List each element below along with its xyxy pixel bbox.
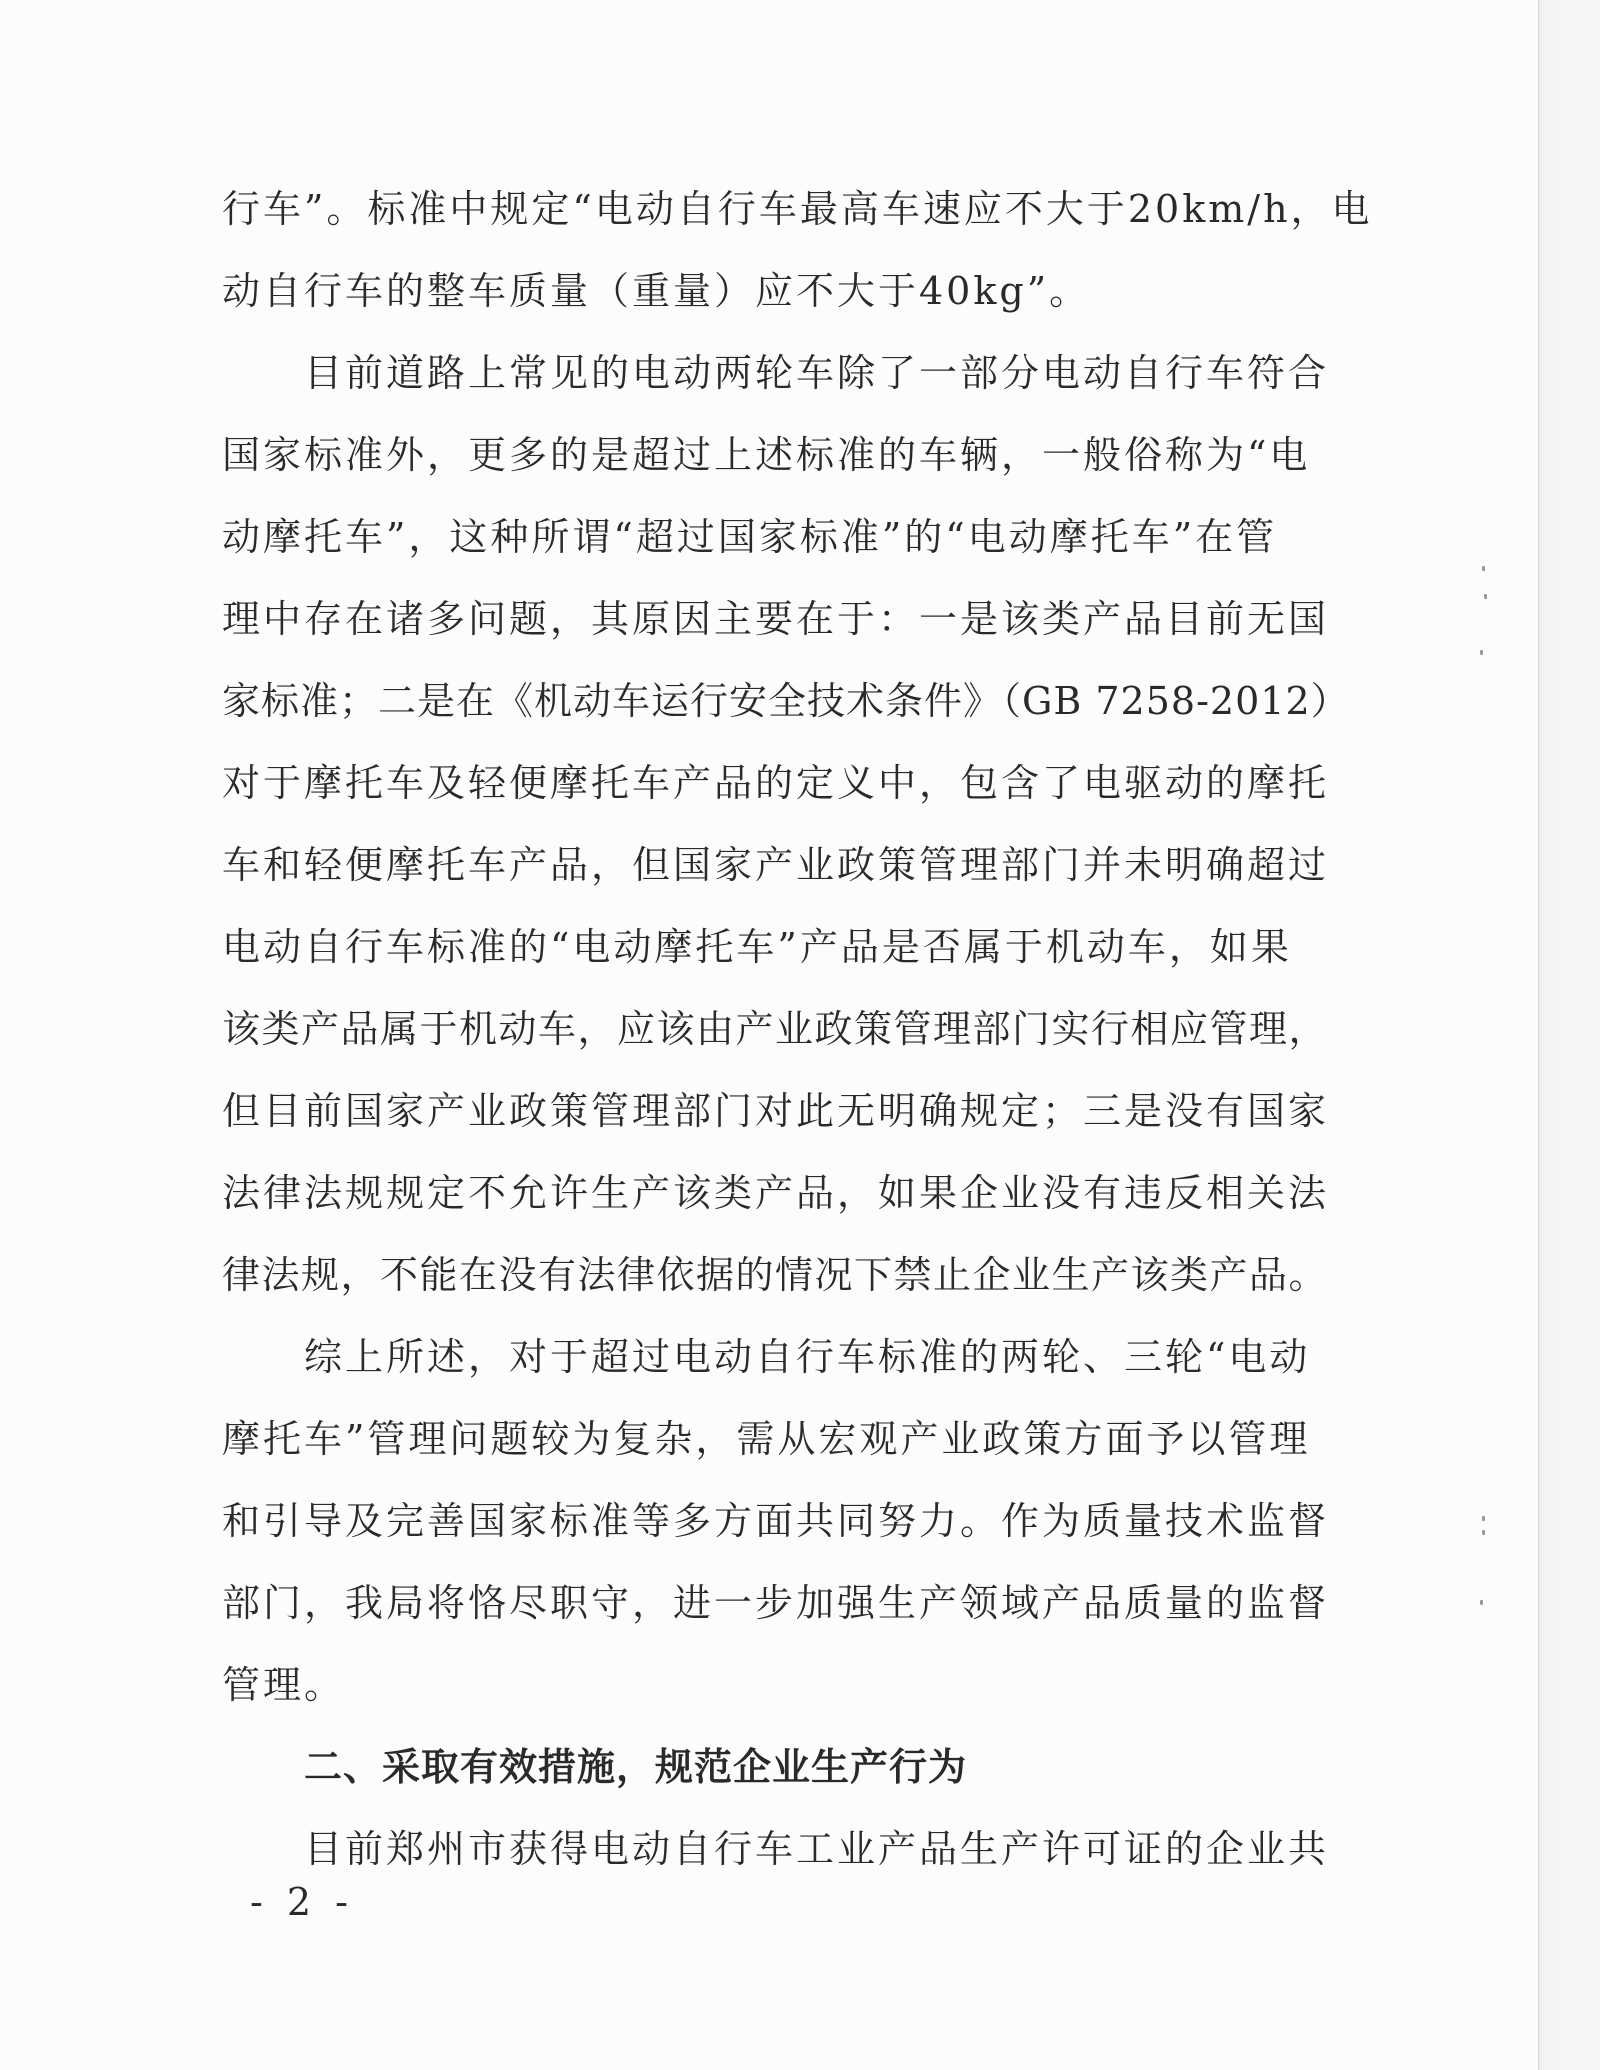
text-line: 目前道路上常见的电动两轮车除了一部分电动自行车符合 bbox=[304, 351, 1330, 395]
scan-mark bbox=[1480, 650, 1483, 655]
text-line: 电动自行车标准的“电动摩托车”产品是否属于机动车，如果 bbox=[222, 925, 1292, 969]
text-line: 国家标准外，更多的是超过上述标准的车辆，一般俗称为“电 bbox=[222, 433, 1311, 477]
text-line: 对于摩托车及轻便摩托车产品的定义中，包含了电驱动的摩托 bbox=[222, 761, 1330, 805]
text-line: 家标准；二是在《机动车运行安全技术条件》（GB 7258-2012） bbox=[222, 679, 1350, 723]
scan-mark bbox=[1482, 566, 1485, 571]
text-line: 行车”。标准中规定“电动自行车最高车速应不大于20km/h，电 bbox=[222, 187, 1373, 231]
text-line: 律法规，不能在没有法律依据的情况下禁止企业生产该类产品。 bbox=[222, 1253, 1329, 1297]
scan-mark bbox=[1482, 1530, 1485, 1535]
section-heading: 二、采取有效措施，规范企业生产行为 bbox=[304, 1745, 968, 1789]
scan-mark bbox=[1480, 1600, 1483, 1605]
text-line: 部门，我局将恪尽职守，进一步加强生产领域产品质量的监督 bbox=[222, 1581, 1330, 1625]
text-line: 目前郑州市获得电动自行车工业产品生产许可证的企业共 bbox=[304, 1827, 1330, 1871]
text-line: 法律法规规定不允许生产该类产品，如果企业没有违反相关法 bbox=[222, 1171, 1330, 1215]
text-line: 和引导及完善国家标准等多方面共同努力。作为质量技术监督 bbox=[222, 1499, 1330, 1543]
text-line: 摩托车”管理问题较为复杂，需从宏观产业政策方面予以管理 bbox=[222, 1417, 1311, 1461]
text-line: 理中存在诸多问题，其原因主要在于：一是该类产品目前无国 bbox=[222, 597, 1330, 641]
scan-mark bbox=[1482, 1516, 1485, 1521]
text-line: 动自行车的整车质量（重量）应不大于40kg”。 bbox=[222, 269, 1091, 313]
scan-mark bbox=[1484, 594, 1487, 599]
text-line: 车和轻便摩托车产品，但国家产业政策管理部门并未明确超过 bbox=[222, 843, 1330, 887]
text-line: 动摩托车”，这种所谓“超过国家标准”的“电动摩托车”在管 bbox=[222, 515, 1278, 559]
body-text bbox=[222, 168, 1373, 1890]
text-line: 管理。 bbox=[222, 1663, 346, 1707]
text-line: 但目前国家产业政策管理部门对此无明确规定；三是没有国家 bbox=[222, 1089, 1330, 1133]
scan-edge bbox=[1538, 0, 1600, 2070]
text-line: 该类产品属于机动车，应该由产业政策管理部门实行相应管理， bbox=[222, 1007, 1329, 1051]
text-line: 综上所述，对于超过电动自行车标准的两轮、三轮“电动 bbox=[304, 1335, 1311, 1379]
page-number: - 2 - bbox=[250, 1880, 355, 1924]
